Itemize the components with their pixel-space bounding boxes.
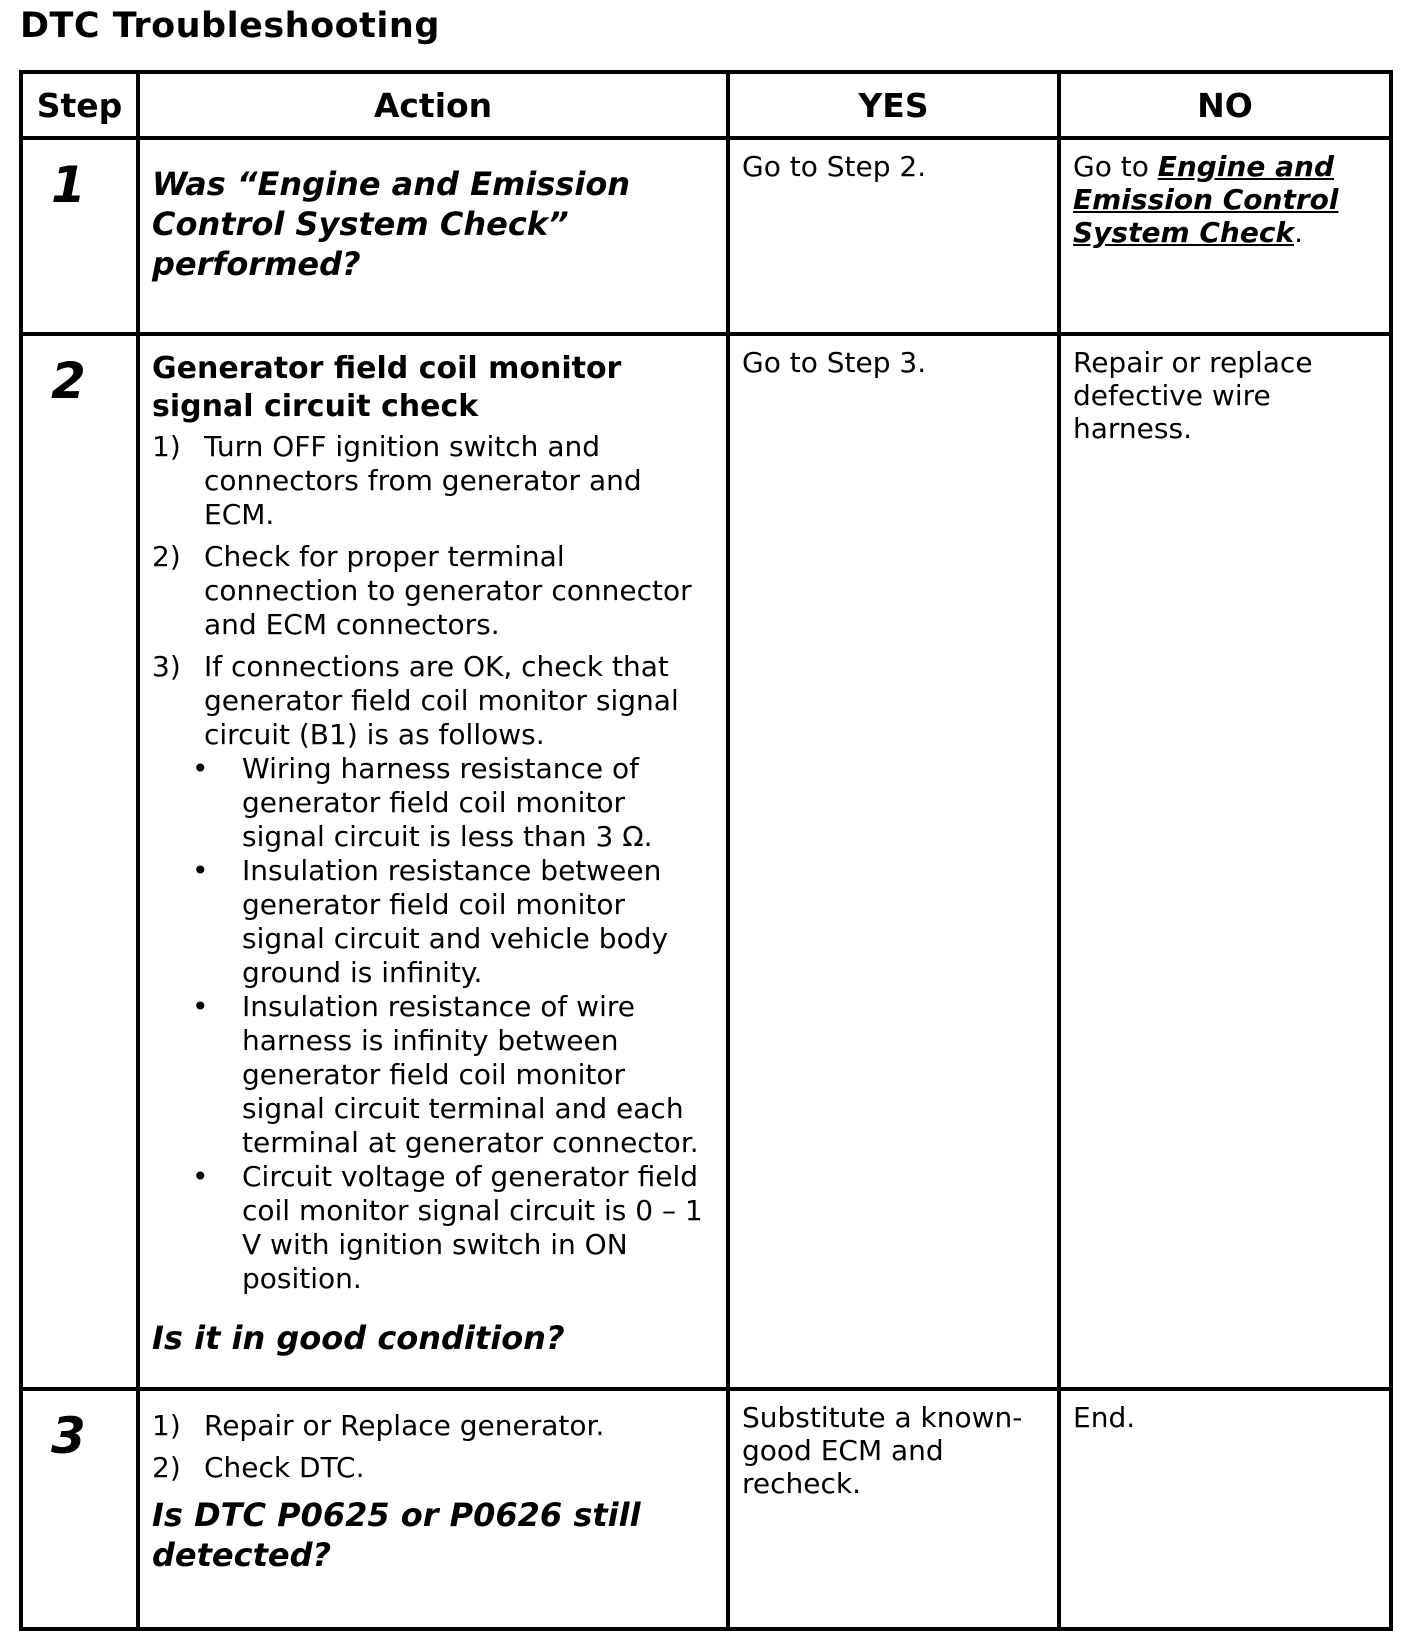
- step-items: [152, 1409, 714, 1485]
- yes-cell: Go to Step 3.: [728, 334, 1059, 1389]
- item-text: If connections are OK, check that generator field coil monitor signal circuit (B1) is as follows.: [204, 650, 679, 751]
- no-cell: Repair or replace defective wire harness.: [1059, 334, 1391, 1389]
- no-prefix: Go to: [1073, 150, 1158, 183]
- item-number: 3): [152, 650, 181, 683]
- table-row: [21, 138, 1391, 334]
- troubleshooting-table: [19, 70, 1393, 1631]
- item-number: 1): [152, 1409, 181, 1442]
- action-cell: [138, 334, 728, 1389]
- step-question: Was “Engine and Emission Control System Check” performed?: [152, 165, 631, 283]
- item-text: Turn OFF ignition switch and connectors from generator and ECM.: [204, 430, 642, 531]
- bullet-item: • Circuit voltage of generator field coil monitor signal circuit is 0 – 1 V with ignition switch in ON position.: [190, 1160, 714, 1296]
- action-cell: [138, 138, 728, 334]
- item-number: 1): [152, 430, 181, 463]
- header-action: Action: [138, 72, 728, 138]
- item-text: Repair or Replace generator.: [204, 1409, 605, 1442]
- header-yes: YES: [728, 72, 1059, 138]
- header-no: NO: [1059, 72, 1391, 138]
- table-row: [21, 334, 1391, 1389]
- condition-bullets: [190, 752, 714, 1296]
- table-row: [21, 1389, 1391, 1629]
- header-step: Step: [21, 72, 138, 138]
- step-number: 1: [21, 138, 138, 334]
- item-text: Check for proper terminal connection to generator connector and ECM connectors.: [204, 540, 692, 641]
- table-header-row: [21, 72, 1391, 138]
- list-item: [152, 1409, 714, 1443]
- item-text: Check DTC.: [204, 1451, 365, 1484]
- list-item: [152, 430, 714, 532]
- list-item: [152, 540, 714, 642]
- step-number: 2: [21, 334, 138, 1389]
- page-title: DTC Troubleshooting: [20, 6, 440, 46]
- step-question: Is it in good condition?: [152, 1319, 565, 1357]
- item-number: 2): [152, 540, 181, 573]
- no-cell: End.: [1059, 1389, 1391, 1629]
- step-number: 3: [21, 1389, 138, 1629]
- step-heading: Generator field coil monitor signal circuit check: [152, 351, 622, 424]
- list-item: [152, 650, 714, 1296]
- no-cell: [1059, 138, 1391, 334]
- yes-cell: Go to Step 2.: [728, 138, 1059, 334]
- step-question: Is DTC P0625 or P0626 still detected?: [152, 1496, 641, 1574]
- bullet-item: • Insulation resistance of wire harness is infinity between generator field coil monitor signal circuit terminal and each terminal at generator connector.: [190, 990, 714, 1160]
- action-cell: [138, 1389, 728, 1629]
- step-items: [152, 430, 714, 1296]
- engine-emission-check-link[interactable]: Engine and Emission Control System Check: [1073, 150, 1339, 249]
- yes-cell: Substitute a known-good ECM and recheck.: [728, 1389, 1059, 1629]
- bullet-item: • Insulation resistance between generator field coil monitor signal circuit and vehicle body ground is infinity.: [190, 854, 714, 990]
- list-item: [152, 1451, 714, 1485]
- item-number: 2): [152, 1451, 181, 1484]
- bullet-item: • Wiring harness resistance of generator field coil monitor signal circuit is less than 3 Ω.: [190, 752, 714, 854]
- no-suffix: .: [1294, 216, 1303, 249]
